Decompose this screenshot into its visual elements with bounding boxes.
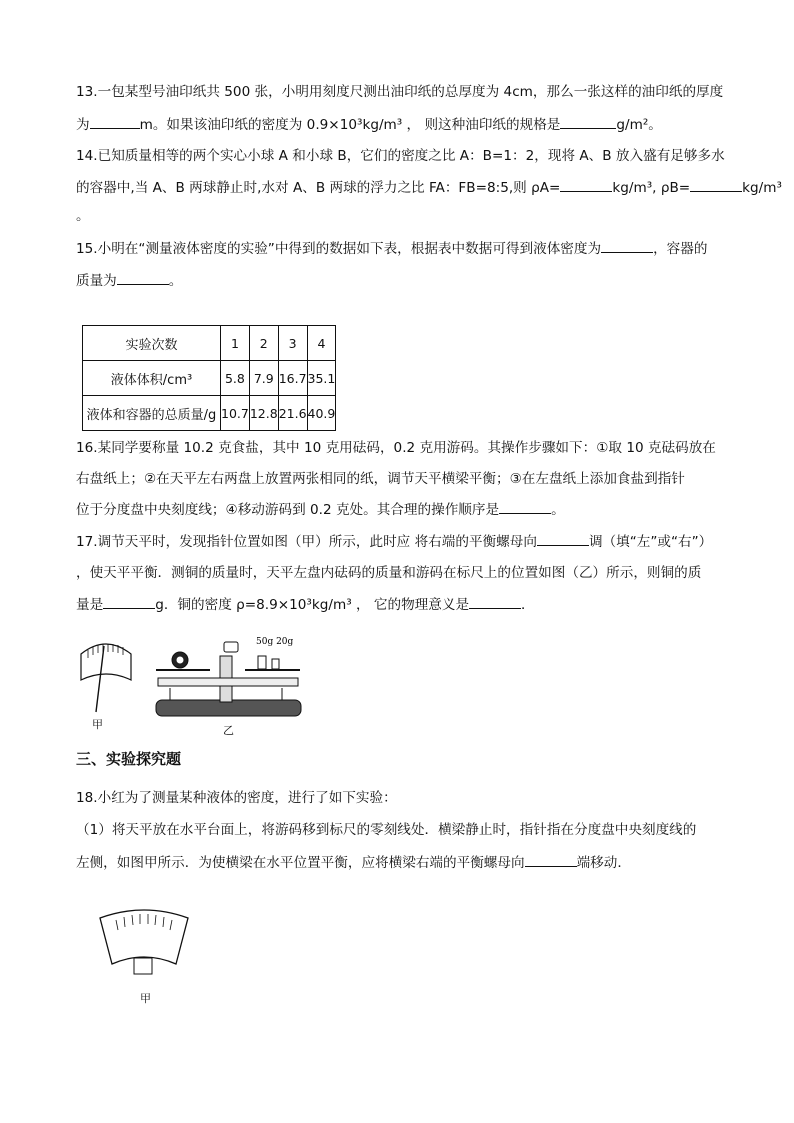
table-cell: 7.9	[249, 361, 278, 396]
table-cell: 4	[307, 326, 336, 361]
weight-50g	[258, 656, 266, 669]
dial-plate	[81, 644, 131, 680]
q15-line1	[76, 238, 721, 259]
answer-blank[interactable]	[103, 594, 155, 609]
q15-text-a: 15.小明在“测量液体密度的实验”中得到的数据如下表，根据表中数据可得到液体密度为	[76, 241, 602, 257]
table-cell: 5.8	[221, 361, 250, 396]
table-cell: 10.7	[221, 396, 250, 431]
q13-text-c: g/m²。	[616, 117, 662, 133]
q17-text-a2: 量是	[76, 597, 104, 613]
q18-line3	[76, 852, 721, 873]
q14-line2	[76, 177, 782, 198]
q15-text-b: ，容器的	[653, 241, 708, 257]
table-cell: 2	[249, 326, 278, 361]
figure-caption-jia: 甲	[92, 718, 103, 731]
figure-caption-yi: 乙	[223, 724, 234, 737]
pointer-dial-figure	[76, 632, 136, 722]
q15-text-d: 。	[168, 273, 183, 289]
dial-figure-q18	[96, 906, 192, 978]
q14-text-c: kg/m³	[742, 180, 782, 196]
answer-blank[interactable]	[90, 114, 140, 129]
q14-line3: 。	[76, 208, 90, 224]
q17-line3	[76, 594, 721, 615]
q17-line1	[76, 531, 721, 552]
table-row	[83, 361, 336, 396]
answer-blank[interactable]	[525, 852, 577, 867]
answer-blank[interactable]	[117, 270, 169, 285]
q13-line2	[76, 114, 721, 135]
table-cell: 1	[221, 326, 250, 361]
q17-text-a: 17.调节天平时，发现指针位置如图（甲）所示，此时应 将右端的平衡螺母向	[76, 534, 537, 550]
q16-line3	[76, 499, 721, 520]
q17-text-b2: g．铜的密度 ρ=8.9×10³kg/m³ ， 它的物理意义是	[155, 597, 470, 613]
q14-text-a: 的容器中,当 A、B 两球静止时,水对 A、B 两球的浮力之比 FA：FB=8:5,则 ρA=	[76, 180, 561, 196]
table-header-row	[83, 326, 336, 361]
q15-line2	[76, 270, 721, 291]
q13-line1: 13.一包某型号油印纸共 500 张，小明用刻度尺测出油印纸的总厚度为 4cm，那么一张这样的油印纸的厚度	[76, 84, 724, 100]
q14-line1: 14.已知质量相等的两个实心小球 A 和小球 B，它们的密度之比 A：B=1：2，现将 A、B 放入盛有足够多水	[76, 148, 725, 164]
weight-20g	[272, 659, 279, 669]
q18-line2: （1）将天平放在水平台面上，将游码移到标尺的零刻线处．横梁静止时，指针指在分度盘中央刻度线的	[76, 822, 697, 838]
balance-dial	[224, 642, 238, 652]
dial-plate	[100, 910, 188, 964]
table-cell: 12.8	[249, 396, 278, 431]
data-table	[82, 325, 336, 431]
q14-text-b: kg/m³, ρB=	[612, 180, 691, 196]
table-cell: 3	[278, 326, 307, 361]
q18-line1: 18.小红为了测量某种液体的密度，进行了如下实验：	[76, 790, 397, 806]
table-cell: 40.9	[307, 396, 336, 431]
dial-stem	[134, 958, 152, 974]
answer-blank[interactable]	[499, 499, 551, 514]
answer-blank[interactable]	[469, 594, 521, 609]
table-cell: 16.7	[278, 361, 307, 396]
section-title: 三、实验探究题	[76, 750, 182, 768]
table-cell: 35.1	[307, 361, 336, 396]
q16-text-b: 。	[551, 502, 565, 518]
q16-line2: 右盘纸上；②在天平左右两盘上放置两张相同的纸，调节天平横梁平衡；③在左盘纸上添加食盐到指针	[76, 471, 685, 487]
q16-text-a: 位于分度盘中央刻度线；④移动游码到 0.2 克处。其合理的操作顺序是	[76, 502, 500, 518]
q17-text-c2: ．	[521, 597, 535, 613]
table-row	[83, 396, 336, 431]
table-cell: 实验次数	[83, 326, 221, 361]
table-cell: 液体和容器的总质量/g	[83, 396, 221, 431]
answer-blank[interactable]	[560, 177, 612, 192]
table-cell: 液体体积/cm³	[83, 361, 221, 396]
balance-beam	[158, 678, 298, 686]
q17-text-b: 调（填“左”或“右”）	[588, 534, 713, 550]
q18-text-b: 端移动．	[576, 855, 631, 871]
q18-text-a: 左侧，如图甲所示．为使横梁在水平位置平衡，应将横梁右端的平衡螺母向	[76, 855, 525, 871]
q16-line1: 16.某同学要称量 10.2 克食盐，其中 10 克用砝码，0.2 克用游码。其操作步骤如下：①取 10 克砝码放在	[76, 440, 716, 456]
q17-line2: ，使天平平衡．测铜的质量时，天平左盘内砝码的质量和游码在标尺上的位置如图（乙）所示，则铜的质	[76, 565, 702, 581]
q15-text-c: 质量为	[76, 273, 117, 289]
q13-text-a: 为	[76, 117, 90, 133]
answer-blank[interactable]	[560, 114, 616, 129]
balance-figure	[150, 628, 305, 722]
answer-blank[interactable]	[690, 177, 742, 192]
answer-blank[interactable]	[537, 531, 589, 546]
weights-label: 50g 20g	[256, 637, 294, 647]
table-cell: 21.6	[278, 396, 307, 431]
answer-blank[interactable]	[601, 238, 653, 253]
figure-caption-jia-q18: 甲	[140, 992, 151, 1005]
q13-text-b: m。如果该油印纸的密度为 0.9×10³kg/m³ ， 则这种油印纸的规格是	[139, 117, 561, 133]
